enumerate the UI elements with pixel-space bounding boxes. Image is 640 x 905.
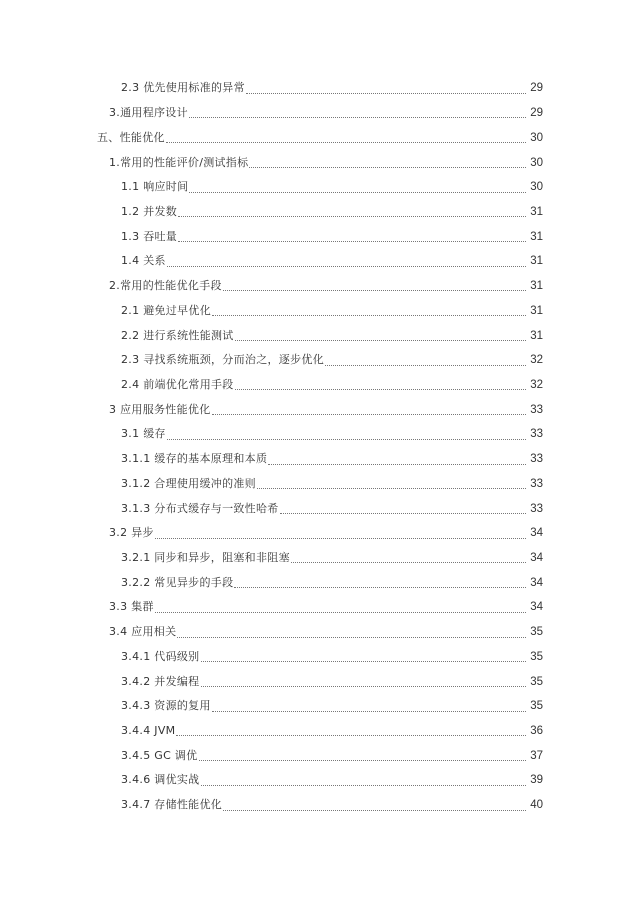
toc-entry-title: 3.4 应用相关: [109, 625, 177, 639]
toc-entry-title: 3.3 集群: [109, 600, 154, 614]
toc-entry-title: 1.3 吞吐量: [121, 229, 178, 243]
toc-entry-page: 33: [530, 502, 543, 515]
toc-entry[interactable]: [0, 793, 640, 818]
dot-leader: [291, 561, 526, 563]
toc-entry[interactable]: [0, 743, 640, 768]
toc-entry-title: 2.3 寻找系统瓶颈，分而治之，逐步优化: [121, 353, 324, 367]
toc-entry-title: 1.4 关系: [121, 254, 166, 268]
toc-entry[interactable]: [0, 422, 640, 447]
toc-entry-title: 3.4.4 JVM: [121, 724, 176, 738]
dot-leader: [178, 215, 526, 217]
toc-entry-page: 31: [530, 230, 543, 243]
toc-entry[interactable]: [0, 125, 640, 150]
toc-entry-title: 3.4.1 代码级别: [121, 649, 200, 663]
toc-entry-title: 2.2 进行系统性能测试: [121, 328, 234, 342]
dot-leader: [178, 240, 526, 242]
toc-entry-title: 3 应用服务性能优化: [109, 402, 211, 416]
dot-leader: [189, 116, 526, 118]
toc-entry-page: 35: [530, 650, 543, 663]
dot-leader: [212, 710, 526, 712]
toc-entry-page: 33: [530, 428, 543, 441]
toc-entry-page: 35: [530, 700, 543, 713]
toc-entry-page: 31: [530, 329, 543, 342]
toc-entry-title: 1.2 并发数: [121, 204, 178, 218]
toc-entry-title: 3.4.5 GC 调优: [121, 748, 198, 762]
toc-entry-page: 33: [530, 403, 543, 416]
toc-entry-page: 35: [530, 626, 543, 639]
toc-entry-title: 3.4.2 并发编程: [121, 674, 200, 688]
toc-entry-title: 1.常用的性能评价/测试指标: [109, 155, 249, 169]
dot-leader: [257, 487, 526, 489]
toc-entry[interactable]: [0, 249, 640, 274]
toc-entry-title: 3.4.3 资源的复用: [121, 699, 211, 713]
toc-entry-page: 34: [530, 527, 543, 540]
dot-leader: [212, 314, 526, 316]
toc-entry-page: 35: [530, 675, 543, 688]
dot-leader: [325, 364, 526, 366]
dot-leader: [167, 265, 526, 267]
toc-entry[interactable]: [0, 472, 640, 497]
dot-leader: [280, 512, 526, 514]
toc-entry[interactable]: [0, 298, 640, 323]
toc-entry[interactable]: [0, 200, 640, 225]
dot-leader: [166, 141, 526, 143]
dot-leader: [223, 809, 526, 811]
dot-leader: [155, 611, 526, 613]
dot-leader: [212, 413, 527, 415]
dot-leader: [235, 339, 526, 341]
toc-entry[interactable]: [0, 645, 640, 670]
toc-entry[interactable]: [0, 496, 640, 521]
dot-leader: [167, 438, 526, 440]
toc-entry-page: 33: [530, 477, 543, 490]
dot-leader: [201, 685, 527, 687]
toc-entry-title: 五、性能优化: [97, 130, 165, 144]
toc-entry-title: 3.1.2 合理使用缓冲的准则: [121, 476, 256, 490]
toc-entry-title: 2.1 避免过早优化: [121, 303, 211, 317]
toc-entry[interactable]: [0, 224, 640, 249]
toc-entry-page: 37: [530, 749, 543, 762]
toc-entry-page: 34: [530, 576, 543, 589]
toc-entry-title: 2.4 前端优化常用手段: [121, 377, 234, 391]
toc-entry-page: 33: [530, 453, 543, 466]
toc-entry[interactable]: [0, 768, 640, 793]
dot-leader: [155, 537, 526, 539]
toc-entry-page: 36: [530, 725, 543, 738]
toc-entry[interactable]: [0, 150, 640, 175]
toc-entry-page: 30: [530, 181, 543, 194]
dot-leader: [177, 636, 526, 638]
toc-entry[interactable]: [0, 373, 640, 398]
dot-leader: [199, 759, 527, 761]
toc-entry-title: 3.4.6 调优实战: [121, 773, 200, 787]
dot-leader: [246, 92, 526, 94]
dot-leader: [201, 660, 527, 662]
dot-leader: [235, 388, 526, 390]
toc-entry[interactable]: [0, 521, 640, 546]
toc-entry-page: 31: [530, 255, 543, 268]
toc-entry[interactable]: [0, 447, 640, 472]
toc-entry-title: 3.2.1 同步和异步，阻塞和非阻塞: [121, 551, 290, 565]
toc-entry[interactable]: [0, 694, 640, 719]
toc-entry[interactable]: [0, 620, 640, 645]
toc-entry-page: 31: [530, 304, 543, 317]
toc-entry-page: 39: [530, 774, 543, 787]
toc-entry[interactable]: [0, 546, 640, 571]
toc-entry-title: 3.2 异步: [109, 526, 154, 540]
toc-entry-page: 40: [530, 799, 543, 812]
toc-entry[interactable]: [0, 570, 640, 595]
toc-entry[interactable]: [0, 76, 640, 101]
dot-leader: [189, 191, 526, 193]
dot-leader: [234, 586, 526, 588]
toc-entry[interactable]: [0, 175, 640, 200]
toc-entry-page: 30: [530, 131, 543, 144]
toc-entry-title: 1.1 响应时间: [121, 180, 189, 194]
toc-entry-page: 29: [530, 82, 543, 95]
toc-entry[interactable]: [0, 397, 640, 422]
toc-entry-title: 2.3 优先使用标准的异常: [121, 81, 245, 95]
toc-entry-title: 3.2.2 常见异步的手段: [121, 575, 234, 589]
toc-entry-title: 3.1 缓存: [121, 427, 166, 441]
dot-leader: [176, 734, 526, 736]
toc-entry-title: 3.1.1 缓存的基本原理和本质: [121, 452, 268, 466]
toc-entry[interactable]: [0, 101, 640, 126]
dot-leader: [268, 463, 526, 465]
toc-entry[interactable]: [0, 348, 640, 373]
toc-entry-page: 31: [530, 280, 543, 293]
dot-leader: [249, 166, 526, 168]
toc-entry[interactable]: [0, 669, 640, 694]
dot-leader: [223, 289, 526, 291]
toc-entry-title: 2.常用的性能优化手段: [109, 279, 222, 293]
toc-entry-page: 32: [530, 354, 543, 367]
toc-entry-page: 34: [530, 601, 543, 614]
toc-entry[interactable]: [0, 595, 640, 620]
toc-entry[interactable]: [0, 323, 640, 348]
toc-entry-title: 3.4.7 存储性能优化: [121, 798, 223, 812]
toc-entry-page: 34: [530, 552, 543, 565]
toc-entry-title: 3.通用程序设计: [109, 106, 188, 120]
toc-entry-page: 30: [530, 156, 543, 169]
toc-entry-title: 3.1.3 分布式缓存与一致性哈希: [121, 501, 279, 515]
dot-leader: [201, 784, 527, 786]
table-of-contents: [0, 76, 640, 818]
toc-entry[interactable]: [0, 719, 640, 744]
toc-entry-page: 31: [530, 205, 543, 218]
toc-entry-page: 29: [530, 107, 543, 120]
toc-entry-page: 32: [530, 378, 543, 391]
toc-entry[interactable]: [0, 274, 640, 299]
